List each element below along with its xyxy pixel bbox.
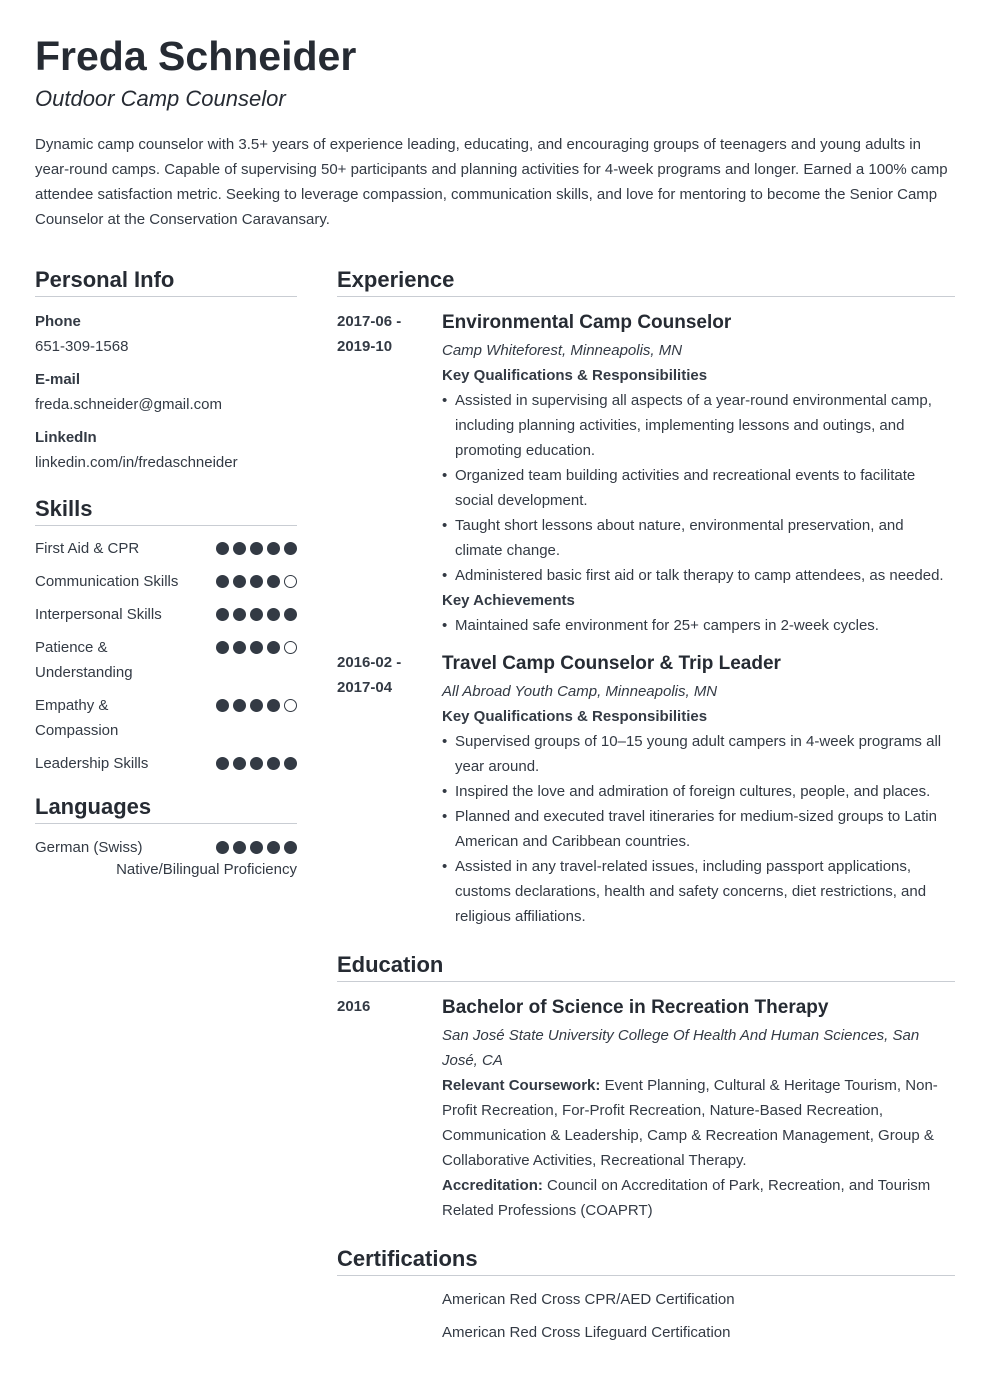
rating-dots xyxy=(216,835,297,854)
skill-name: Empathy & Compassion xyxy=(35,697,119,739)
skill-name: Interpersonal Skills xyxy=(35,606,162,623)
list-item: • Supervised groups of 10–15 young adult campers in 4-week programs all year around. xyxy=(442,729,955,779)
school-name: San José State University College Of Health And Human Sciences, San José, CA xyxy=(442,1027,920,1069)
filled-dot-icon xyxy=(267,608,280,621)
candidate-name: Freda Schneider xyxy=(35,33,357,79)
certifications-heading: Certifications xyxy=(337,1245,955,1276)
list-item: • Maintained safe environment for 25+ campers in 2-week cycles. xyxy=(442,613,955,638)
language-proficiency: Native/Bilingual Proficiency xyxy=(116,861,297,878)
experience-list xyxy=(337,309,955,929)
filled-dot-icon xyxy=(267,542,280,555)
personal-info-section xyxy=(35,266,297,475)
skill-row xyxy=(35,536,297,561)
rating-dots xyxy=(216,635,297,654)
certification-item: American Red Cross CPR/AED Certification xyxy=(442,1291,735,1308)
filled-dot-icon xyxy=(250,542,263,555)
coursework xyxy=(442,1073,955,1173)
linkedin-value[interactable]: linkedin.com/in/fredaschneider xyxy=(35,454,238,471)
filled-dot-icon xyxy=(284,841,297,854)
filled-dot-icon xyxy=(216,699,229,712)
filled-dot-icon xyxy=(216,641,229,654)
experience-section xyxy=(337,266,955,929)
filled-dot-icon xyxy=(250,757,263,770)
language-row xyxy=(35,835,297,860)
list-item: • Taught short lessons about nature, environmental preservation, and climate change. xyxy=(442,513,955,563)
phone-label: Phone xyxy=(35,313,81,330)
job-title: Environmental Camp Counselor xyxy=(442,312,732,333)
filled-dot-icon xyxy=(216,608,229,621)
rating-dots xyxy=(216,751,297,770)
list-item: • Assisted in supervising all aspects of a year-round environmental camp, including planning activities, implementing lessons and outings, and promoting education. xyxy=(442,388,955,463)
rating-dots xyxy=(216,569,297,588)
list-item: • Organized team building activities and recreational events to facilitate social development. xyxy=(442,463,955,513)
responsibilities-list xyxy=(442,388,955,588)
empty-dot-icon xyxy=(284,575,297,588)
skills-section xyxy=(35,495,297,776)
experience-entry xyxy=(337,309,955,638)
experience-heading: Experience xyxy=(337,266,955,297)
languages-section xyxy=(35,793,297,880)
job-org: All Abroad Youth Camp, Minneapolis, MN xyxy=(442,683,718,700)
empty-dot-icon xyxy=(284,641,297,654)
skill-name: Communication Skills xyxy=(35,573,179,590)
certifications-section xyxy=(337,1245,955,1345)
accreditation-label: Accreditation: xyxy=(442,1177,543,1194)
filled-dot-icon xyxy=(233,575,246,588)
rating-dots xyxy=(216,693,297,712)
degree-title: Bachelor of Science in Recreation Therapy xyxy=(442,997,829,1018)
list-item: • Administered basic first aid or talk therapy to camp attendees, as needed. xyxy=(442,563,955,588)
filled-dot-icon xyxy=(216,542,229,555)
email-label: E-mail xyxy=(35,371,81,388)
filled-dot-icon xyxy=(250,841,263,854)
filled-dot-icon xyxy=(250,699,263,712)
skill-row xyxy=(35,751,297,776)
filled-dot-icon xyxy=(250,575,263,588)
skill-row xyxy=(35,569,297,594)
coursework-label: Relevant Coursework: xyxy=(442,1077,601,1094)
experience-entry xyxy=(337,650,955,929)
right-column xyxy=(337,266,955,1345)
filled-dot-icon xyxy=(233,841,246,854)
phone-value[interactable]: 651-309-1568 xyxy=(35,338,129,355)
achievements-list xyxy=(442,613,955,638)
filled-dot-icon xyxy=(267,757,280,770)
filled-dot-icon xyxy=(267,841,280,854)
languages-heading: Languages xyxy=(35,793,297,824)
qualifications-heading: Key Qualifications & Responsibilities xyxy=(442,708,708,725)
job-body xyxy=(442,650,955,929)
education-entry xyxy=(337,994,955,1223)
skill-row xyxy=(35,635,297,685)
left-column xyxy=(35,266,297,880)
list-item: • Inspired the love and admiration of foreign cultures, people, and places. xyxy=(442,779,955,804)
certification-item: American Red Cross Lifeguard Certification xyxy=(442,1324,731,1341)
filled-dot-icon xyxy=(233,699,246,712)
coursework-text: Event Planning, Cultural & Heritage Tourism, Non-Profit Recreation, For-Profit Recreation, Nature-Based Recreation, Communication & Leadership, Camp & Recreation Management, Group & Collaborative Activities, Recreational Therapy. xyxy=(442,1077,938,1169)
job-body xyxy=(442,309,955,638)
filled-dot-icon xyxy=(216,575,229,588)
filled-dot-icon xyxy=(233,757,246,770)
linkedin-label: LinkedIn xyxy=(35,429,97,446)
filled-dot-icon xyxy=(233,608,246,621)
filled-dot-icon xyxy=(284,542,297,555)
responsibilities-list xyxy=(442,729,955,929)
skill-name: Patience & Understanding xyxy=(35,639,133,681)
personal-info-heading: Personal Info xyxy=(35,266,297,297)
rating-dots xyxy=(216,536,297,555)
rating-dots xyxy=(216,602,297,621)
skill-row xyxy=(35,602,297,627)
languages-list xyxy=(35,835,297,880)
certifications-list xyxy=(337,1287,955,1345)
accreditation xyxy=(442,1173,955,1223)
skill-name: First Aid & CPR xyxy=(35,540,140,557)
email-value[interactable]: freda.schneider@gmail.com xyxy=(35,396,222,413)
filled-dot-icon xyxy=(284,757,297,770)
filled-dot-icon xyxy=(267,699,280,712)
skills-heading: Skills xyxy=(35,495,297,526)
list-item: • Assisted in any travel-related issues, including passport applications, customs declarations, health and safety concerns, diet restrictions, and religious affiliations. xyxy=(442,854,955,929)
qualifications-heading: Key Qualifications & Responsibilities xyxy=(442,367,708,384)
list-item: • Planned and executed travel itineraries for medium-sized groups to Latin American and Caribbean countries. xyxy=(442,804,955,854)
achievements-heading: Key Achievements xyxy=(442,592,575,609)
accreditation-text: Council on Accreditation of Park, Recreation, and Tourism Related Professions (COAPRT) xyxy=(442,1177,931,1219)
summary: Dynamic camp counselor with 3.5+ years of experience leading, educating, and encouraging groups of teenagers and young adults in year-round camps. Capable of supervising 50+ participants and planning activities for 4-week programs and longer. Earned a 100% camp attendee satisfaction metric. Seeking to leverage compassion, communication skills, and love for mentoring to become the Senior Camp Counselor at the Conservation Caravansary. xyxy=(35,136,948,228)
filled-dot-icon xyxy=(284,608,297,621)
filled-dot-icon xyxy=(233,542,246,555)
job-org: Camp Whiteforest, Minneapolis, MN xyxy=(442,342,683,359)
filled-dot-icon xyxy=(267,575,280,588)
job-title: Travel Camp Counselor & Trip Leader xyxy=(442,653,781,674)
filled-dot-icon xyxy=(250,641,263,654)
skill-name: Leadership Skills xyxy=(35,755,149,772)
empty-dot-icon xyxy=(284,699,297,712)
education-heading: Education xyxy=(337,951,955,982)
filled-dot-icon xyxy=(250,608,263,621)
job-date: 2017-06 - 2019-10 xyxy=(337,313,402,355)
education-date: 2016 xyxy=(337,998,371,1015)
filled-dot-icon xyxy=(267,641,280,654)
filled-dot-icon xyxy=(216,757,229,770)
job-date: 2016-02 - 2017-04 xyxy=(337,654,402,696)
skill-row xyxy=(35,693,297,743)
filled-dot-icon xyxy=(216,841,229,854)
language-name: German (Swiss) xyxy=(35,839,143,856)
filled-dot-icon xyxy=(233,641,246,654)
skills-list xyxy=(35,536,297,776)
job-title: Outdoor Camp Counselor xyxy=(35,86,286,111)
education-section xyxy=(337,951,955,1223)
